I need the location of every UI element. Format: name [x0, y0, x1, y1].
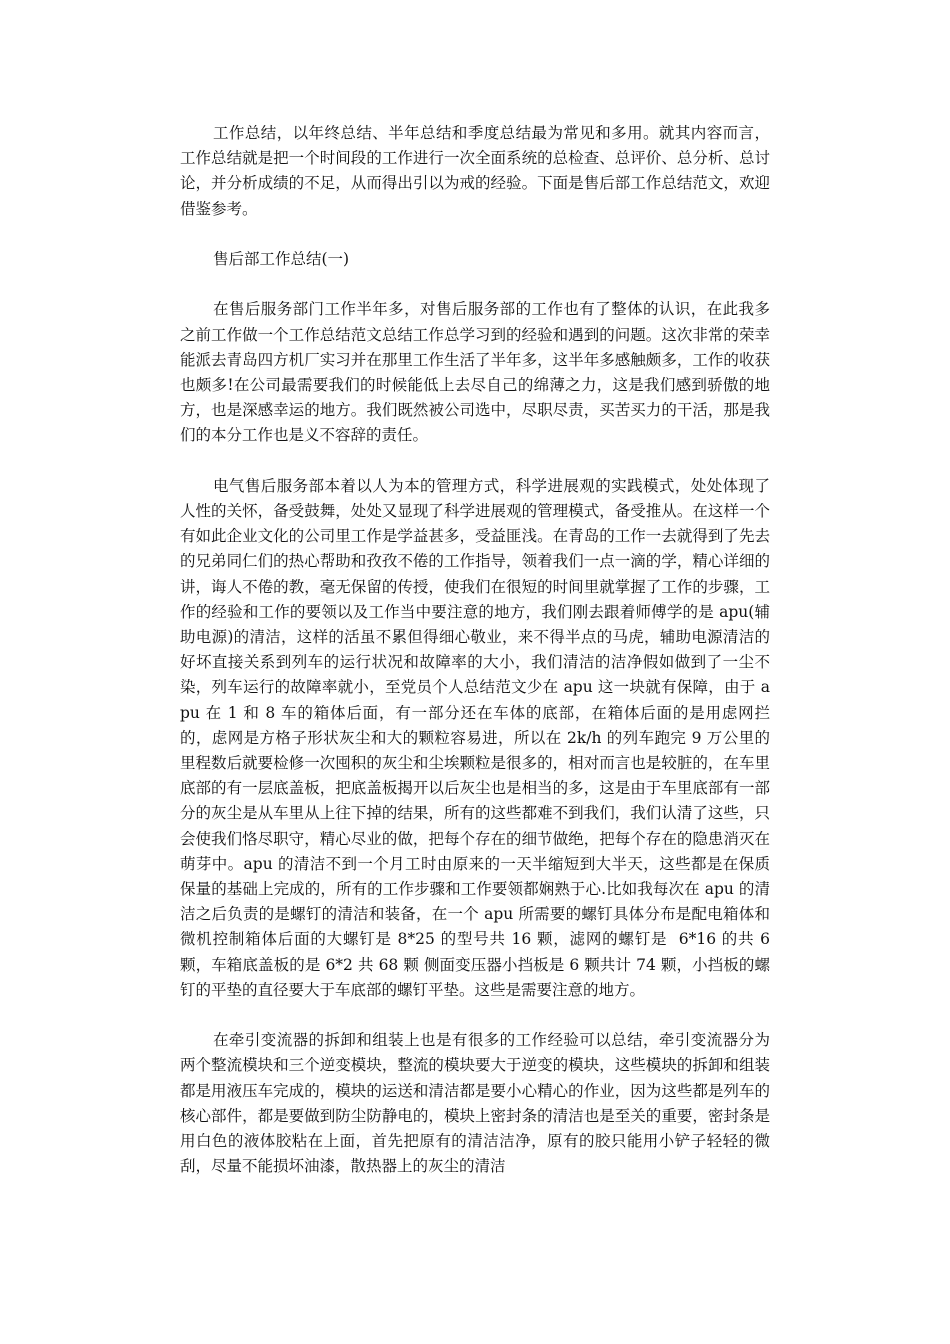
- body-paragraph-3: 在牵引变流器的拆卸和组装上也是有很多的工作经验可以总结，牵引变流器分为 两个整流模块和三个逆变模块，整流的模块要大于逆变的模块，这些模块的拆卸和组装都是用液压车完成的，模块的运送和清洁都是要小心精心的作业，因为这些都是列车的核心部件，都是要做到防尘防静电的，模块上密封条的清洁也是至关的重要，密封条是用白色的液体胶粘在上面，首先把原有的清洁洁净，原有的胶只能用小铲子轻轻的微刮，尽量不能损坏油漆，散热器上的灰尘的清洁: [180, 1031, 775, 1176]
- section-title: 售后部工作总结(一): [213, 250, 350, 268]
- intro-paragraph: 工作总结，以年终总结、半年总结和季度总结最为常见和多用。就其内容而言，工作总结就是把一个时间段的工作进行一次全面系统的总检查、总评价、总分析、总讨论，并分析成绩的不足，从而得出引以为戒的经验。下面是售后部工作总结范文，欢迎借鉴参考。: [180, 124, 770, 218]
- body-paragraph-2: 电气售后服务部本着以人为本的管理方式，科学进展观的实践模式，处处体现了人性的关怀，备受鼓舞，处处又显现了科学进展观的管理模式，备受推从。在这样一个有如此企业文化的公司里工作是学益甚多，受益匪浅。在青岛的工作一去就得到了先去的兄弟同仁们的热心帮助和孜孜不倦的工作指导，领着我们一点一滴的学，精心详细的讲，诲人不倦的教，毫无保留的传授，使我们在很短的时间里就掌握了工作的步骤，工作的经验和工作的要领以及工作当中要注意的地方，我们刚去跟着师傅学的是 apu(辅助电源)的清洁，这样的活虽不累但得细心敬业，来不得半点的马虎，辅助电源清洁的好坏直接关系到列车的运行状况和故障率的大小，我们清洁的洁净假如做到了一尘不染，列车运行的故障率就小，至党员个人总结范文少在 apu 这一块就有保障，由于 apu 在 1 和 8 车的箱体后面，有一部分还在车体的底部，在箱体后面的是用虑网拦的，虑网是方格子形状灰尘和大的颗粒容易进，所以在 2k/h 的列车跑完 9 万公里的里程数后就要检修一次囤积的灰尘和尘埃颗粒是很多的，相对而言也是较脏的，在车里底部的有一层底盖板，把底盖板揭开以后灰尘也是相当的多，这是由于车里底部有一部分的灰尘是从车里从上往下掉的结果，所有的这些都难不到我们，我们认清了这些，只会使我们恪尽职守，精心尽业的做，把每个存在的细节做绝，把每个存在的隐患消灭在萌芽中。apu 的清洁不到一个月工时由原来的一天半缩短到大半天，这些都是在保质保量的基础上完成的，所有的工作步骤和工作要领都娴熟于心.比如我每次在 apu 的清洁之后负责的是螺钉的清洁和装备，在一个 apu 所需要的螺钉具体分布是配电箱体和微机控制箱体后面的大螺钉是 8*25 的型号共 16 颗，滤网的螺钉是 6*16 的共 6 颗，车箱底盖板的是 6*2 共 68 颗 侧面变压器小挡板是 6 颗共计 74 颗，小挡板的螺钉的平垫的直径要大于车底部的螺钉平垫。这些是需要注意的地方。: [180, 476, 775, 999]
- document-page: [180, 121, 775, 1205]
- body-paragraph-1: 在售后服务部门工作半年多，对售后服务部的工作也有了整体的认识，在此我多之前工作做一个工作总结范文总结工作总学习到的经验和遇到的问题。这次非常的荣幸能派去青岛四方机厂实习并在那里工作生活了半年多，这半年多感触颇多，工作的收获也颇多!在公司最需要我们的时候能低上去尽自己的绵薄之力，这是我们感到骄傲的地方，也是深感幸运的地方。我们既然被公司选中，尽职尽责，买苦买力的干活，那是我们的本分工作也是义不容辞的责任。: [180, 300, 770, 445]
